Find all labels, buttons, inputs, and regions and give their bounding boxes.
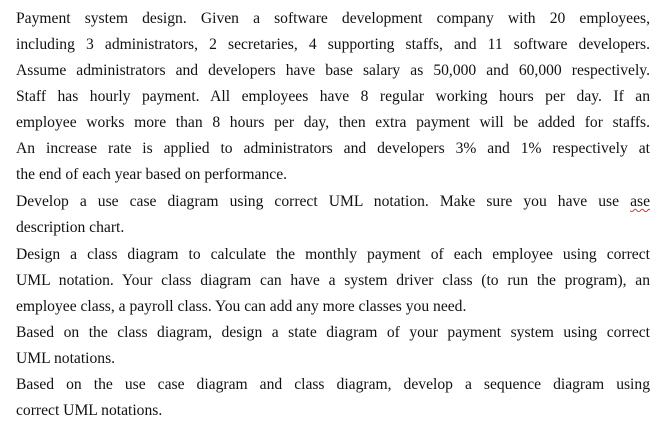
text-line-10: Design a class diagram to calculate the monthly payment of each employee using correct	[16, 246, 650, 263]
misspelled-word: ase	[630, 193, 650, 210]
text-line-3: Assume administrators and developers have base salary as 50,000 and 60,000 respectively.	[16, 62, 650, 79]
text-line-9: description chart.	[16, 219, 125, 236]
text-line-8-body: Develop a use case diagram using correct UML notation. Make sure you have use	[16, 193, 620, 210]
text-line-1: Payment system design. Given a software development company with 20 employees,	[16, 10, 650, 27]
text-line-11: UML notation. Your class diagram can have a system driver class (to run the program), an	[16, 272, 650, 289]
text-line-14: UML notations.	[16, 350, 116, 367]
text-line-4: Staff has hourly payment. All employees have 8 regular working hours per day. If an	[16, 88, 650, 105]
text-line-6: An increase rate is applied to administrators and developers 3% and 1% respectively at	[16, 140, 650, 157]
text-line-13: Based on the class diagram, design a state diagram of your payment system using correct	[16, 324, 650, 341]
text-line-12: employee class, a payroll class. You can add any more classes you need.	[16, 298, 467, 315]
text-line-2: including 3 administrators, 2 secretaries, 4 supporting staffs, and 11 software developers.	[16, 36, 650, 53]
text-line-7: the end of each year based on performance.	[16, 166, 288, 183]
text-line-16: correct UML notations.	[16, 402, 163, 419]
text-line-8	[16, 192, 650, 212]
text-line-15: Based on the use case diagram and class diagram, develop a sequence diagram using	[16, 376, 650, 393]
text-line-5: employee works more than 8 hours per day, then extra payment will be added for staffs.	[16, 114, 650, 131]
